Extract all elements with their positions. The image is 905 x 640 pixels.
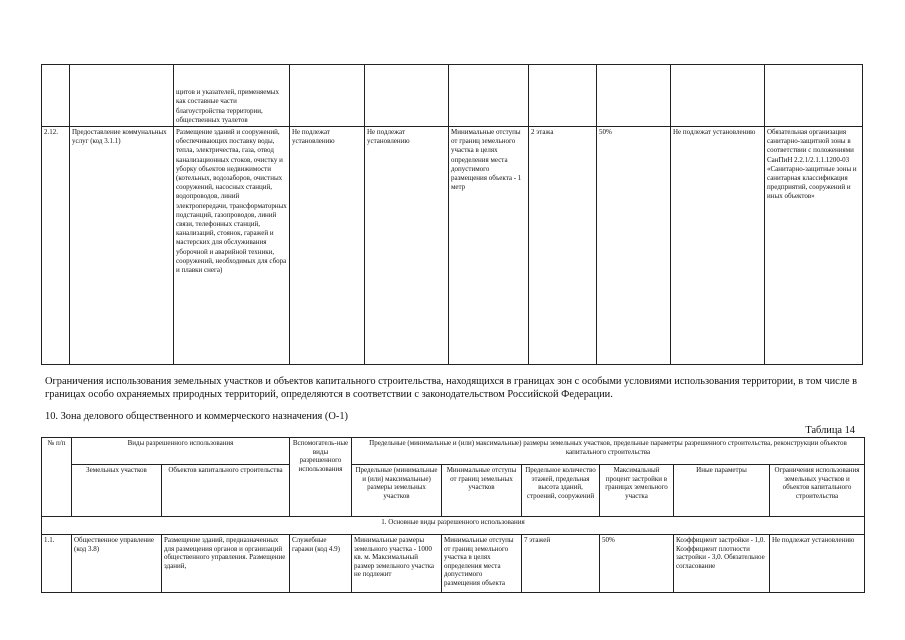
table-number: Таблица 14 <box>805 425 855 436</box>
table-cell-restrictions: Не подлежат установлению <box>770 535 865 593</box>
header-setbacks: Минимальные отступы от границ земельных участков <box>442 465 522 517</box>
table-cell-floors: 2 этажа <box>529 127 597 365</box>
zone-o1-table <box>41 437 865 593</box>
permitted-use-table-continued <box>41 64 863 365</box>
table-row <box>42 535 865 593</box>
header-coverage: Максимальный процент застройки в границах земельного участка <box>600 465 674 517</box>
group-row <box>42 517 865 535</box>
table-cell-setbacks: Минимальные отступы от границ земельного участка в целях определения места допустимого размещения объекта - 1 метр <box>449 127 529 365</box>
table-cell-aux: Служебные гаражи (код 4.9) <box>290 535 352 593</box>
table-cell-other: Коэффициент застройки - 1,0. Коэффициент плотности застройки - 3,0. Обязательное согласование <box>674 535 770 593</box>
table-cell-restrictions: Обязательная организация санитарно-защитной зоны в соответствии с положениями СанПиН 2.2.1/2.1.1.1200-03 «Санитарно-защитные зоны и санитарная классификация предприятий, сооружений и иных объектов» <box>765 127 863 365</box>
row-number: 2.12. <box>42 127 70 365</box>
table-row <box>42 65 863 127</box>
table-cell-land: Общественное управление (код 3.8) <box>72 535 162 593</box>
header-row <box>42 438 865 465</box>
table-cell-aux: Не подлежат установлению <box>290 127 365 365</box>
table-cell-objects: Размещение зданий и сооружений, обеспечивающих поставку воды, тепла, электричества, газа, отвод канализационных стоков, очистку и уборку объектов недвижимости (котельных, водозаборов, очистных сооружений, насосных станций, водопроводов, линий электропередачи, трансформаторных подстанций, газопроводов, линий связи, телефонных станций, канализаций, стоянок, гаражей и мастерских для обслуживания уборочной и аварийной техники, сооружений, необходимых для сбора и плавки снега) <box>174 127 290 365</box>
header-sizes: Предельные (минимальные и (или) максимальные) размеры земельных участков <box>352 465 442 517</box>
table-cell-other: Не подлежат установлению <box>671 127 765 365</box>
header-row <box>42 465 865 517</box>
header-num: № п/п <box>42 438 72 517</box>
header-permitted-uses: Виды разрешенного использования <box>72 438 290 465</box>
header-cap-objects: Объектов капитального строительства <box>162 465 290 517</box>
header-land-plots: Земельных участков <box>72 465 162 517</box>
table-cell-objects: Размещение зданий, предназначенных для размещения органов и организаций общественного управления. Размещение зданий, <box>162 535 290 593</box>
table-cell-sizes: Не подлежат установлению <box>365 127 449 365</box>
table-cell-setbacks: Минимальные отступы от границ земельного участка в целях определения места допустимого размещения объекта <box>442 535 522 593</box>
header-restrictions: Ограничения использования земельных участков и объектов капитального строительства <box>770 465 865 517</box>
table-cell-coverage: 50% <box>597 127 671 365</box>
table-cell-sizes: Минимальные размеры земельного участка - 1000 кв. м. Максимальный размер земельного участка не подлежит <box>352 535 442 593</box>
table-cell-floors: 7 этажей <box>522 535 600 593</box>
header-limits: Предельные (минимальные и (или) максимальные) размеры земельных участков, предельные параметры разрешенного строительства, реконструкции объектов капитального строительства <box>352 438 865 465</box>
table-row <box>42 127 863 365</box>
row-number: 1.1. <box>42 535 72 593</box>
section-title: 10. Зона делового общественного и коммерческого назначения (О-1) <box>45 411 348 422</box>
table-cell-land-use: Предоставление коммунальных услуг (код 3.1.1) <box>70 127 174 365</box>
restrictions-paragraph: Ограничения использования земельных участков и объектов капитального строительства, находящихся в границах зон с особыми условиями использования территории, в том числе в границах особо охраняемых природных территорий, определяются в соответствии с законодательством Российской Федерации. <box>45 376 858 400</box>
header-floors: Предельное количество этажей, предельная высота зданий, строений, сооружений <box>522 465 600 517</box>
header-other: Иные параметры <box>674 465 770 517</box>
table-cell-objects: щитов и указателей, применяемых как составные части благоустройства территории, общественных туалетов <box>174 65 290 127</box>
header-aux-uses: Вспомогатель-ные виды разрешенного использования <box>290 438 352 517</box>
group-title: 1. Основные виды разрешенного использования <box>42 517 865 535</box>
table-cell-coverage: 50% <box>600 535 674 593</box>
